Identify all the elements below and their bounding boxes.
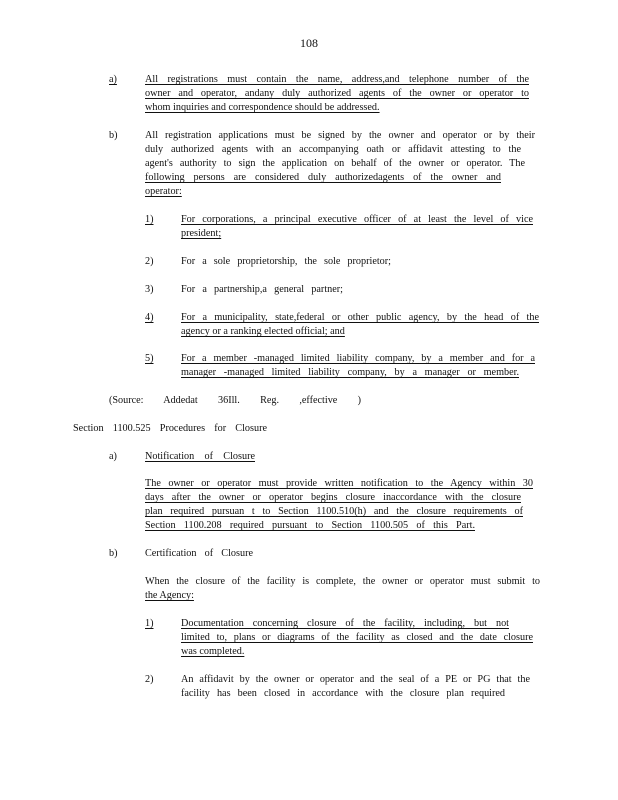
subitem-label: 4)	[145, 312, 154, 323]
text-line: facility has been closed in accordance with the closure plan required	[181, 688, 505, 699]
text-line: The owner or operator must provide written notification to the Agency within 30	[145, 478, 533, 489]
text-line: manager -managed limited liability company, by a manager or member.	[181, 367, 519, 378]
text-line: days after the owner or operator begins closure inaccordance with the closure	[145, 492, 521, 503]
certification-paragraph	[145, 575, 540, 603]
text-line: the Agency:	[145, 590, 194, 601]
notification-paragraph	[145, 477, 533, 533]
text-line: For corporations, a principal executive officer of at least the level of vice	[181, 214, 533, 225]
registration-paragraph	[145, 73, 529, 115]
subsection-heading	[145, 450, 255, 464]
source-note	[109, 394, 361, 408]
item-label: b)	[109, 548, 118, 559]
text-line: following persons are considered duly authorizedagents of the owner and	[145, 172, 501, 183]
item-label: a)	[109, 74, 117, 85]
text-line: agency or a ranking elected official; and	[181, 326, 345, 337]
subitem-text	[181, 673, 530, 701]
text-line: For a partnership,a general partner;	[181, 284, 343, 295]
item-label: b)	[109, 130, 118, 141]
text-line: (Source: Addedat 36Ill. Reg. ,effective )	[109, 395, 361, 406]
text-line: When the closure of the facility is complete, the owner or operator must submit to	[145, 576, 540, 587]
text-line: For a municipality, state,federal or other public agency, by the head of the	[181, 312, 539, 323]
text-line: For a member -managed limited liability company, by a member and for a	[181, 353, 535, 364]
text-line: agent's authority to sign the application on behalf of the owner or operator. The	[145, 158, 525, 169]
text-line: operator:	[145, 186, 182, 197]
subitem-text	[181, 617, 533, 659]
item-label: a)	[109, 451, 117, 462]
subitem-label: 3)	[145, 284, 154, 295]
subitem-text	[181, 255, 391, 269]
subsection-heading	[145, 547, 253, 561]
text-line: For a sole proprietorship, the sole proprietor;	[181, 256, 391, 267]
page-number: 108	[300, 36, 318, 50]
text-line: All registration applications must be signed by the owner and operator or by their	[145, 130, 535, 141]
text-line: Certification of Closure	[145, 548, 253, 559]
text-line: owner and operator, andany duly authorized agents of the owner or operator to	[145, 88, 529, 99]
subitem-label: 5)	[145, 353, 154, 364]
text-line: Section 1100.525 Procedures for Closure	[73, 423, 267, 434]
subitem-text	[181, 283, 343, 297]
subitem-label: 1)	[145, 618, 154, 629]
text-line: Documentation concerning closure of the facility, including, but not	[181, 618, 509, 629]
text-line: limited to, plans or diagrams of the facility as closed and the date closure	[181, 632, 533, 643]
section-heading	[73, 422, 267, 436]
subitem-label: 2)	[145, 256, 154, 267]
text-line: Section 1100.208 required pursuant to Section 1100.505 of this Part.	[145, 520, 475, 531]
subitem-label: 2)	[145, 674, 154, 685]
text-line: Notification of Closure	[145, 451, 255, 462]
text-line: plan required pursuan t to Section 1100.510(h) and the closure requirements of	[145, 506, 523, 517]
subitem-text	[181, 213, 533, 241]
text-line: whom inquiries and correspondence should be addressed.	[145, 102, 380, 113]
text-line: was completed.	[181, 646, 245, 657]
signature-paragraph	[145, 129, 535, 199]
subitem-text	[181, 311, 539, 339]
subitem-label: 1)	[145, 214, 154, 225]
text-line: An affidavit by the owner or operator and the seal of a PE or PG that the	[181, 674, 530, 685]
text-line: president;	[181, 228, 222, 239]
subitem-text	[181, 352, 535, 380]
text-line: All registrations must contain the name, address,and telephone number of the	[145, 74, 529, 85]
text-line: duly authorized agents with an accompanying oath or affidavit attesting to the	[145, 144, 521, 155]
